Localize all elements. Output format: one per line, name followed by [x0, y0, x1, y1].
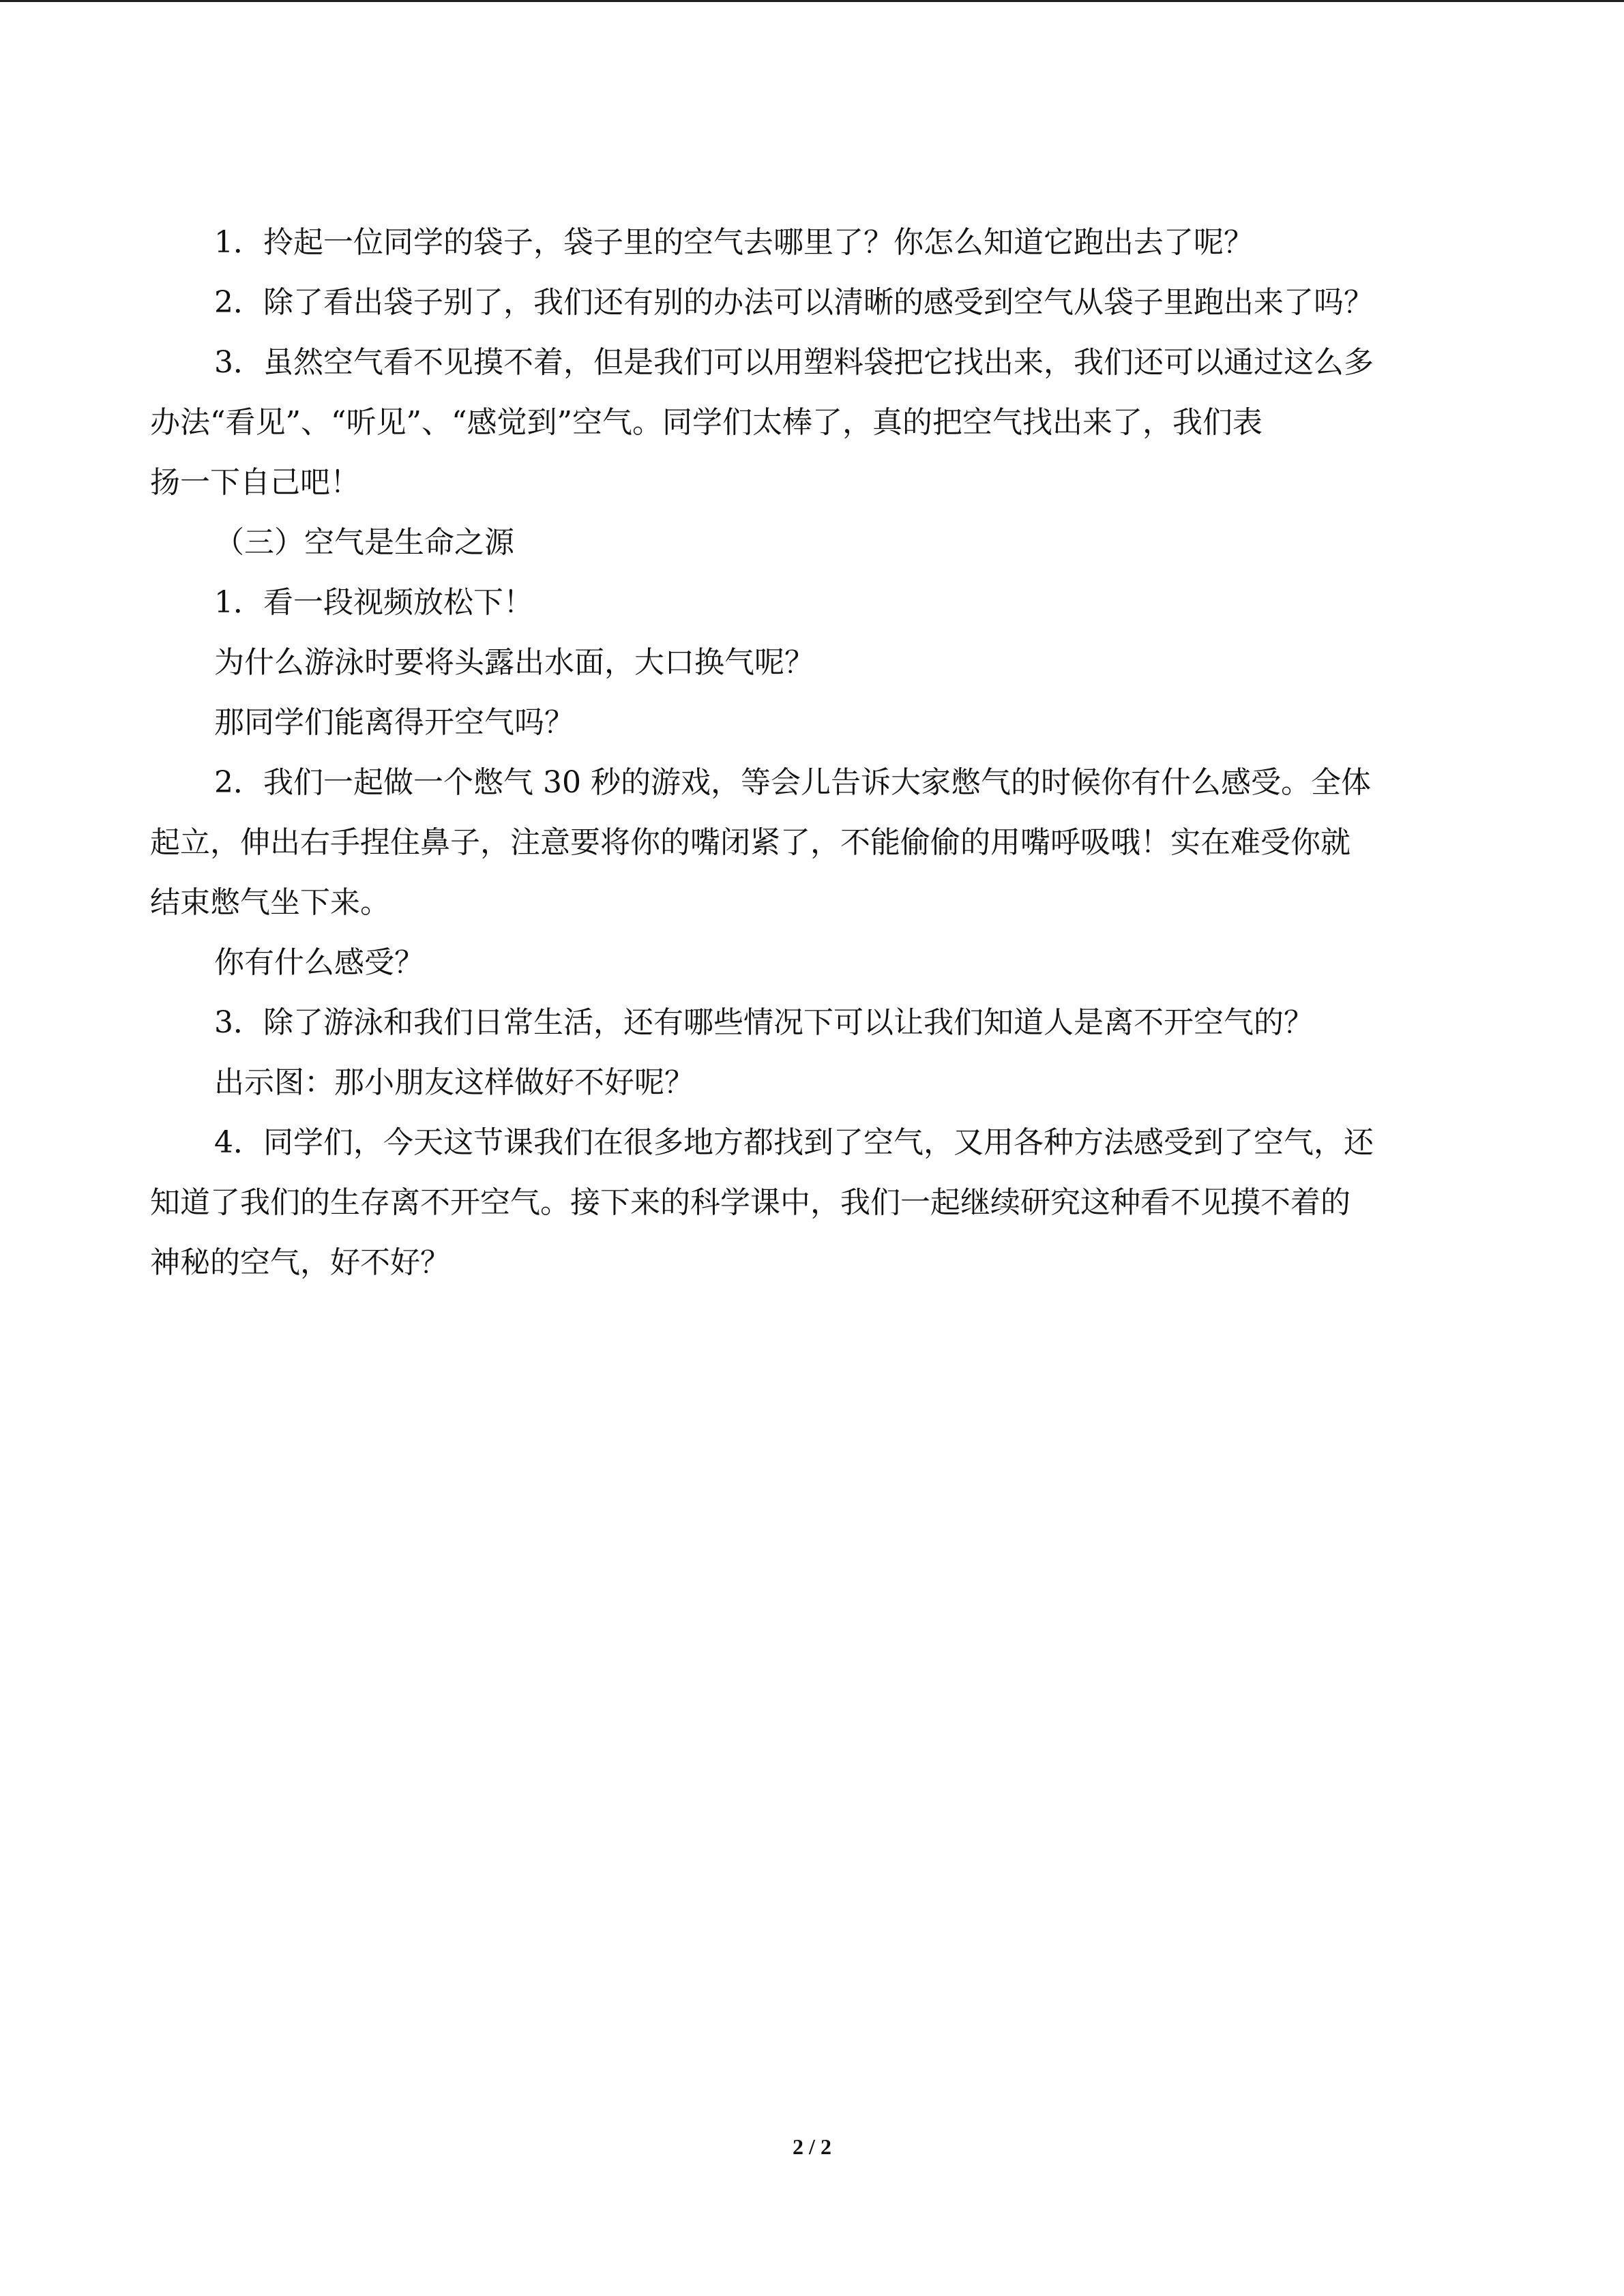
- text-line: 你有什么感受？: [214, 945, 424, 980]
- text-line: 知道了我们的生存离不开空气。接下来的科学课中，我们一起继续研究这种看不见摸不着的: [150, 1185, 1350, 1220]
- text-line: 那同学们能离得开空气吗？: [214, 705, 574, 740]
- text-line: 扬一下自己吧！: [150, 465, 360, 500]
- text-line: 为什么游泳时要将头露出水面，大口换气呢？: [214, 645, 814, 680]
- text-line: 3．虽然空气看不见摸不着，但是我们可以用塑料袋把它找出来，我们还可以通过这么多: [214, 345, 1374, 380]
- text-line: 4．同学们，今天这节课我们在很多地方都找到了空气，又用各种方法感受到了空气，还: [214, 1125, 1374, 1160]
- text-line: 2．除了看出袋子别了，我们还有别的办法可以清晰的感受到空气从袋子里跑出来了吗？: [214, 285, 1374, 320]
- text-line: 1．拎起一位同学的袋子，袋子里的空气去哪里了？你怎么知道它跑出去了呢？: [214, 225, 1254, 260]
- text-line: 办法“看见”、“听见”、“感觉到”空气。同学们太棒了，真的把空气找出来了，我们表: [150, 405, 1263, 440]
- page-number: 2 / 2: [793, 2134, 831, 2159]
- text-line: 3．除了游泳和我们日常生活，还有哪些情况下可以让我们知道人是离不开空气的？: [214, 1005, 1314, 1040]
- text-line: 神秘的空气，好不好？: [150, 1245, 450, 1280]
- document-body: [150, 213, 1470, 1293]
- top-border-line: [0, 0, 1624, 2]
- text-line: 1．看一段视频放松下！: [214, 585, 533, 620]
- text-line: 结束憋气坐下来。: [150, 885, 390, 920]
- text-line: 出示图：那小朋友这样做好不好呢？: [214, 1065, 694, 1100]
- text-line: 起立，伸出右手捏住鼻子，注意要将你的嘴闭紧了，不能偷偷的用嘴呼吸哦！实在难受你就: [150, 825, 1350, 860]
- section-heading: （三）空气是生命之源: [214, 525, 514, 560]
- text-line: 2．我们一起做一个憋气 30 秒的游戏，等会儿告诉大家憋气的时候你有什么感受。全体: [214, 765, 1371, 800]
